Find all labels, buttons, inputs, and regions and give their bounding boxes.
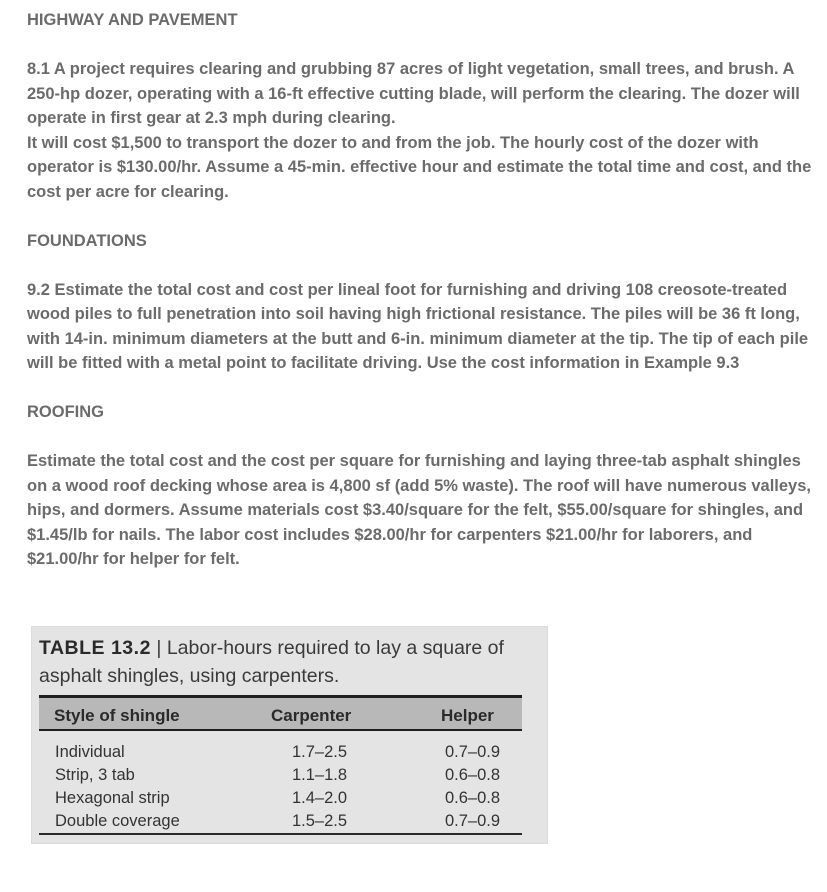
table-cell: 0.6–0.8 — [445, 789, 501, 807]
table-cell: 1.1–1.8 — [292, 766, 348, 784]
problem-9-2: 9.2 Estimate the total cost and cost per lineal foot for furnishing and driving 108 creosote-treated wood piles to full penetration into soil having high frictional resistance. The piles will be 36 ft long, with 14-in. minimum diameters at the butt and 6-in. minimum diameter at the tip. The tip of each pile will be fitted with a metal point to facilitate driving. Use the cost information in Example 9.3 — [27, 280, 809, 372]
table-13-2-image — [31, 626, 548, 844]
table-row — [39, 812, 522, 835]
column-header-helper: Helper — [441, 706, 494, 725]
table-cell: Double coverage — [55, 812, 180, 830]
table-label: TABLE 13.2 — [39, 637, 151, 659]
problem-roofing: Estimate the total cost and the cost per square for furnishing and laying three-tab asphalt shingles on a wood roof decking whose area is 4,800 sf (add 5% waste). The roof will have numerous valleys, hips, and dormers. Assume materials cost $3.40/square for the felt, $55.00/square for shingles, and $1.45/lb for nails. The labor cost includes $28.00/hr for carpenters $21.00/hr for laborers, and $21.00/hr for helper for felt. — [27, 452, 811, 568]
table-row — [39, 766, 522, 789]
table-header-row — [39, 698, 522, 729]
table-cell: Strip, 3 tab — [55, 766, 135, 784]
problem-8-1-part1: 8.1 A project requires clearing and grubbing 87 acres of light vegetation, small trees, and brush. A 250-hp dozer, operating with a 16-ft effective cutting blade, will perform the clearing. The dozer will operate in first gear at 2.3 mph during clearing. — [27, 60, 800, 127]
table-row — [39, 789, 522, 812]
table-header-rule — [39, 729, 522, 731]
table-cell: 0.7–0.9 — [445, 812, 501, 830]
column-header-carpenter: Carpenter — [271, 706, 352, 725]
table-cell: Individual — [55, 743, 125, 761]
section-heading-foundations: FOUNDATIONS — [27, 231, 147, 250]
table-cell: 0.6–0.8 — [445, 766, 501, 784]
table-cell: 1.5–2.5 — [292, 812, 348, 830]
table-caption-text: Labor-hours required to lay a square of asphalt shingles, using carpenters. — [39, 637, 504, 687]
problem-8-1-part2: It will cost $1,500 to transport the dozer to and from the job. The hourly cost of the dozer with operator is $130.00/hr. Assume a 45-min. effective hour and estimate the total time and cost, and the cost per acre for clearing. — [27, 133, 812, 201]
table-cell: Hexagonal strip — [55, 789, 170, 807]
table-cell: 0.7–0.9 — [445, 743, 501, 761]
column-header-style: Style of shingle — [54, 706, 180, 725]
document-body — [27, 8, 817, 572]
table-bottom-rule — [39, 833, 522, 835]
section-heading-roofing: ROOFING — [27, 403, 104, 421]
table-cell: 1.4–2.0 — [292, 789, 348, 807]
table-caption — [39, 634, 539, 690]
section-heading-highway: HIGHWAY AND PAVEMENT — [27, 11, 238, 29]
table-separator: | — [150, 637, 167, 659]
table-cell: 1.7–2.5 — [292, 743, 348, 761]
table-row — [39, 743, 522, 766]
